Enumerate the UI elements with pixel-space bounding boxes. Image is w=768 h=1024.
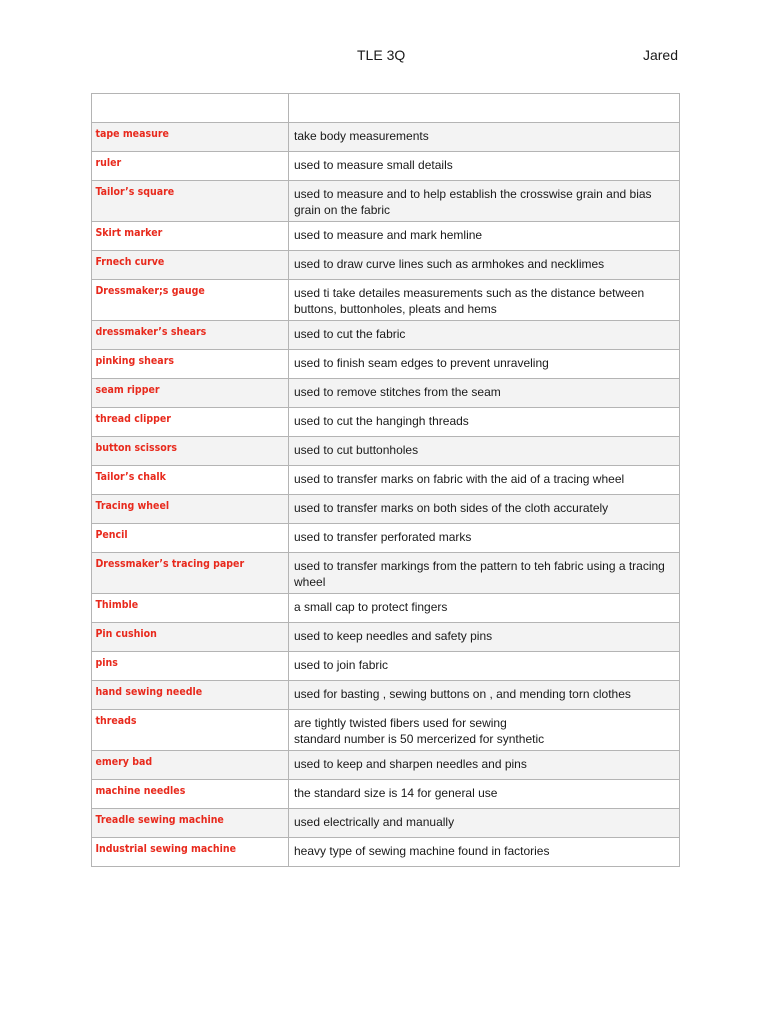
- table-row: [92, 838, 680, 867]
- use-cell: [289, 838, 680, 867]
- tool-description: used to join fabric: [294, 658, 389, 672]
- tool-cell: [92, 280, 289, 321]
- table-row: [92, 524, 680, 553]
- use-cell: [289, 408, 680, 437]
- tool-cell: [92, 350, 289, 379]
- tool-description: used to transfer marks on fabric with the aid of a tracing wheel: [294, 472, 625, 486]
- tool-name: threads: [95, 714, 137, 727]
- tool-name: button scissors: [95, 441, 178, 454]
- tool-cell: [92, 181, 289, 222]
- tool-description: used ti take detailes measurements such as the distance between buttons, buttonholes, pleats and hems: [294, 286, 645, 316]
- tool-description: used to measure and mark hemline: [294, 228, 483, 242]
- tool-cell: [92, 408, 289, 437]
- tool-description: used to transfer marks on both sides of the cloth accurately: [294, 501, 609, 515]
- use-cell: [289, 251, 680, 280]
- tool-description: heavy type of sewing machine found in factories: [294, 844, 550, 858]
- table-row: [92, 379, 680, 408]
- tool-name: Skirt marker: [95, 226, 163, 239]
- table-row: [92, 321, 680, 350]
- tool-name: tape measure: [95, 127, 169, 140]
- use-cell: [289, 321, 680, 350]
- tool-name: pins: [95, 656, 118, 669]
- tool-name: machine needles: [95, 784, 186, 797]
- tool-description: used to finish seam edges to prevent unraveling: [294, 356, 549, 370]
- tool-cell: [92, 809, 289, 838]
- table-row: [92, 594, 680, 623]
- use-cell: [289, 152, 680, 181]
- tool-description: used to transfer perforated marks: [294, 530, 472, 544]
- tool-name: Frnech curve: [95, 255, 165, 268]
- tool-cell: [92, 751, 289, 780]
- page-header: [0, 45, 768, 65]
- tool-cell: [92, 681, 289, 710]
- author-name: Jared: [642, 47, 678, 63]
- sewing-tools-table: [91, 93, 680, 867]
- tool-cell: [92, 594, 289, 623]
- table-row: [92, 553, 680, 594]
- table-row: [92, 123, 680, 152]
- table-row: [92, 251, 680, 280]
- tool-cell: [92, 379, 289, 408]
- table-row: [92, 466, 680, 495]
- tool-description: the standard size is 14 for general use: [294, 786, 498, 800]
- tool-description: used to transfer markings from the pattern to teh fabric using a tracing wheel: [294, 559, 665, 589]
- tool-cell: [92, 222, 289, 251]
- tool-cell: [92, 524, 289, 553]
- tool-name: Treadle sewing machine: [95, 813, 224, 826]
- tool-cell: [92, 495, 289, 524]
- use-cell: [289, 710, 680, 751]
- tool-cell: [92, 710, 289, 751]
- table-row: [92, 809, 680, 838]
- use-cell: [289, 594, 680, 623]
- use-cell: [289, 466, 680, 495]
- tool-cell: [92, 780, 289, 809]
- tool-name: Tracing wheel: [95, 499, 170, 512]
- table-row: [92, 780, 680, 809]
- use-cell: [289, 780, 680, 809]
- tool-name: thread clipper: [95, 412, 171, 425]
- table-row: [92, 623, 680, 652]
- tool-name: hand sewing needle: [95, 685, 203, 698]
- tool-description: used to keep needles and safety pins: [294, 629, 493, 643]
- table-row: [92, 152, 680, 181]
- tool-description: used electrically and manually: [294, 815, 455, 829]
- tool-description: used to cut the fabric: [294, 327, 406, 341]
- table-row: [92, 280, 680, 321]
- use-cell: [289, 379, 680, 408]
- table-row: [92, 751, 680, 780]
- tool-description: used to cut the hangingh threads: [294, 414, 469, 428]
- tool-cell: [92, 152, 289, 181]
- page-title: TLE 3Q: [357, 47, 406, 63]
- tool-cell: [92, 251, 289, 280]
- table-header-row: [92, 94, 680, 123]
- use-cell: [289, 123, 680, 152]
- tool-description: are tightly twisted fibers used for sewing standard number is 50 mercerized for synthetic: [294, 716, 545, 746]
- tool-cell: [92, 466, 289, 495]
- tool-name: Dressmaker;s gauge: [95, 284, 205, 297]
- tool-description: used to measure small details: [294, 158, 453, 172]
- tool-description: used to measure and to help establish the crosswise grain and bias grain on the fabric: [294, 187, 652, 217]
- use-cell: [289, 495, 680, 524]
- tool-name: Pencil: [95, 528, 128, 541]
- table-row: [92, 181, 680, 222]
- table-row: [92, 710, 680, 751]
- tool-name: ruler: [95, 156, 122, 169]
- tool-description: used to cut buttonholes: [294, 443, 419, 457]
- table-row: [92, 681, 680, 710]
- tool-cell: [92, 652, 289, 681]
- tool-name: Tailor’s chalk: [95, 470, 166, 483]
- tool-cell: [92, 437, 289, 466]
- tool-name: Industrial sewing machine: [95, 842, 236, 855]
- use-cell: [289, 623, 680, 652]
- tool-description: used to remove stitches from the seam: [294, 385, 501, 399]
- use-cell: [289, 181, 680, 222]
- tool-name: Thimble: [95, 598, 139, 611]
- header-cell-tool: [92, 94, 289, 123]
- tool-description: take body measurements: [294, 129, 429, 143]
- table-row: [92, 437, 680, 466]
- header-cell-use: [289, 94, 680, 123]
- tool-name: emery bad: [95, 755, 153, 768]
- use-cell: [289, 809, 680, 838]
- use-cell: [289, 681, 680, 710]
- tool-name: pinking shears: [95, 354, 174, 367]
- tool-cell: [92, 623, 289, 652]
- table-row: [92, 408, 680, 437]
- tool-name: Pin cushion: [95, 627, 157, 640]
- table-row: [92, 222, 680, 251]
- tool-name: Tailor’s square: [95, 185, 175, 198]
- tool-description: used to draw curve lines such as armhokes and necklimes: [294, 257, 605, 271]
- use-cell: [289, 350, 680, 379]
- tool-cell: [92, 321, 289, 350]
- tool-name: Dressmaker’s tracing paper: [95, 557, 245, 570]
- use-cell: [289, 553, 680, 594]
- tool-cell: [92, 123, 289, 152]
- use-cell: [289, 652, 680, 681]
- tool-cell: [92, 553, 289, 594]
- use-cell: [289, 751, 680, 780]
- use-cell: [289, 280, 680, 321]
- use-cell: [289, 524, 680, 553]
- tool-description: used to keep and sharpen needles and pins: [294, 757, 527, 771]
- tool-name: dressmaker’s shears: [95, 325, 207, 338]
- table-row: [92, 652, 680, 681]
- use-cell: [289, 222, 680, 251]
- tool-description: a small cap to protect fingers: [294, 600, 448, 614]
- tool-name: seam ripper: [95, 383, 160, 396]
- table-row: [92, 350, 680, 379]
- table-row: [92, 495, 680, 524]
- tool-description: used for basting , sewing buttons on , and mending torn clothes: [294, 687, 631, 701]
- use-cell: [289, 437, 680, 466]
- tool-cell: [92, 838, 289, 867]
